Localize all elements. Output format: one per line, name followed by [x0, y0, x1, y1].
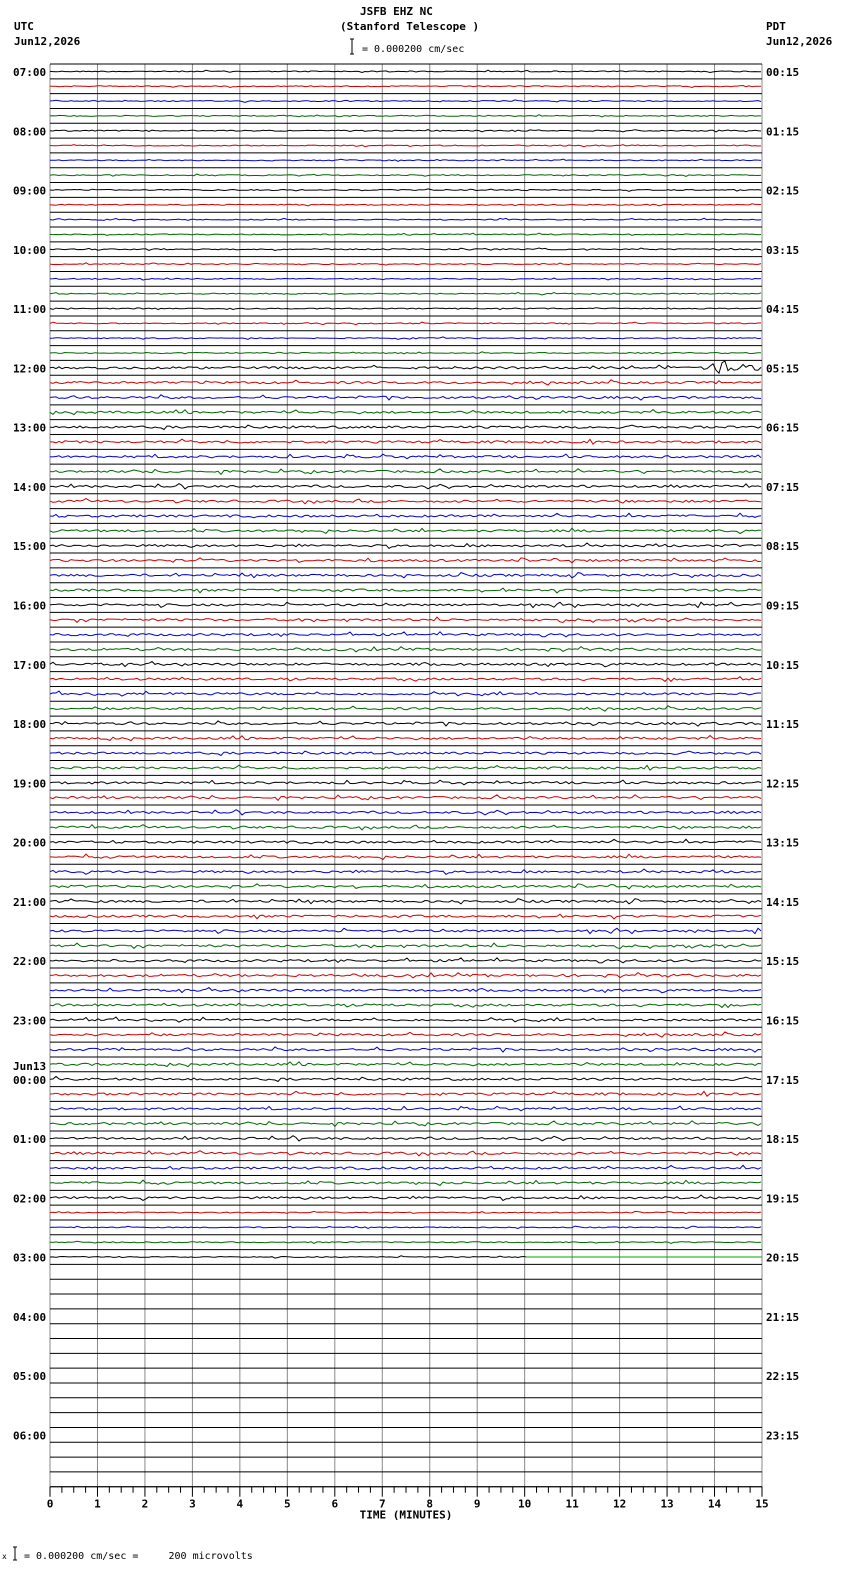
seismic-trace [50, 558, 761, 563]
x-tick-label: 13 [660, 1497, 674, 1511]
pdt-hour-label: 16:15 [766, 1014, 800, 1028]
utc-hour-label: 23:00 [13, 1014, 47, 1028]
seismic-trace [50, 130, 761, 132]
utc-hour-label: 10:00 [13, 243, 47, 257]
utc-hour-label: 18:00 [13, 718, 47, 732]
seismic-trace [50, 174, 761, 176]
seismic-trace [50, 854, 761, 859]
seismic-trace [50, 528, 761, 533]
seismic-trace [50, 1003, 761, 1007]
x-tick-label: 0 [46, 1497, 54, 1511]
x-tick-label: 10 [518, 1497, 532, 1511]
left-timezone: UTC [14, 20, 34, 33]
seismic-trace [50, 233, 761, 235]
x-tick-label: 4 [236, 1497, 244, 1511]
pdt-hour-label: 19:15 [766, 1192, 800, 1206]
seismic-trace [50, 632, 761, 637]
seismic-trace [50, 884, 761, 889]
pdt-hour-label: 13:15 [766, 836, 800, 850]
pdt-hour-label: 11:15 [766, 718, 800, 732]
seismic-trace [50, 308, 761, 310]
seismic-trace [50, 395, 761, 400]
utc-hour-label: 21:00 [13, 895, 47, 909]
seismic-trace [50, 1047, 761, 1052]
pdt-hour-label: 07:15 [766, 480, 800, 494]
seismic-trace [50, 1106, 761, 1111]
seismic-trace [50, 602, 761, 607]
station-title: JSFB EHZ NC [360, 5, 433, 18]
x-tick-label: 12 [612, 1497, 627, 1511]
seismic-trace [50, 839, 761, 844]
seismic-trace [50, 159, 761, 161]
right-timezone: PDT [766, 20, 786, 33]
left-date: Jun12,2026 [14, 35, 81, 48]
seismic-trace [50, 899, 761, 904]
utc-hour-label: 22:00 [13, 955, 47, 969]
seismic-trace [50, 86, 761, 88]
seismic-trace [50, 825, 761, 830]
seismic-trace [50, 380, 761, 385]
x-tick-label: 5 [284, 1497, 291, 1511]
seismic-trace [50, 1226, 761, 1228]
x-tick-label: 8 [426, 1497, 434, 1511]
pdt-hour-label: 09:15 [766, 599, 800, 613]
utc-hour-label: 13:00 [13, 421, 47, 435]
seismic-trace [50, 410, 761, 415]
pdt-hour-label: 03:15 [766, 243, 800, 257]
utc-hour-label: 14:00 [13, 480, 47, 494]
x-axis-label: TIME (MINUTES) [359, 1508, 453, 1522]
seismic-trace [50, 973, 761, 978]
x-tick-label: 14 [707, 1497, 722, 1511]
x-tick-label: 7 [378, 1497, 386, 1511]
seismic-trace [50, 115, 761, 117]
seismic-trace [50, 647, 761, 652]
seismic-trace [50, 736, 761, 741]
x-tick-label: 9 [473, 1497, 481, 1511]
calibration-marker: x [2, 1552, 7, 1561]
pdt-hour-label: 12:15 [766, 777, 800, 791]
seismic-trace [50, 439, 761, 444]
pdt-hour-label: 22:15 [766, 1370, 800, 1384]
seismic-trace [50, 1180, 761, 1185]
seismic-trace [50, 484, 761, 489]
pdt-hour-label: 20:15 [766, 1251, 800, 1265]
utc-hour-label: 05:00 [13, 1370, 47, 1384]
seismic-trace [50, 1121, 761, 1127]
utc-hour-label: 02:00 [13, 1192, 47, 1206]
pdt-hour-label: 14:15 [766, 895, 800, 909]
pdt-hour-label: 04:15 [766, 303, 800, 317]
seismic-trace [50, 1076, 761, 1081]
seismic-trace [50, 810, 761, 815]
seismic-trace [50, 1211, 761, 1213]
seismic-trace [50, 1151, 761, 1156]
seismic-trace [50, 573, 761, 578]
seismic-trace [50, 1032, 761, 1037]
seismic-trace [50, 928, 761, 933]
seismic-trace [50, 248, 761, 251]
utc-hour-label: 11:00 [13, 303, 47, 317]
pdt-hour-label: 06:15 [766, 421, 800, 435]
amplitude-scale-label: = 0.000200 cm/sec [362, 44, 465, 55]
pdt-hour-label: 08:15 [766, 540, 800, 554]
utc-hour-label: 03:00 [13, 1251, 47, 1265]
pdt-hour-label: 15:15 [766, 955, 800, 969]
seismic-trace [50, 958, 761, 963]
x-tick-label: 2 [141, 1497, 149, 1511]
seismic-trace [50, 677, 761, 682]
pdt-hour-label: 00:15 [766, 66, 800, 79]
seismic-trace [50, 617, 761, 622]
utc-hour-label: 06:00 [13, 1429, 47, 1443]
pdt-hour-label: 02:15 [766, 184, 800, 198]
x-tick-label: 1 [94, 1497, 101, 1511]
seismic-trace [50, 662, 761, 667]
seismic-trace [50, 691, 761, 696]
seismic-trace [50, 765, 761, 770]
seismic-trace [50, 469, 761, 475]
x-tick-label: 6 [331, 1497, 339, 1511]
pdt-hour-label: 23:15 [766, 1429, 800, 1443]
seismic-trace [50, 337, 761, 339]
seismic-trace [50, 513, 761, 518]
seismic-trace [50, 1241, 761, 1243]
seismic-trace [50, 795, 761, 801]
utc-hour-label: 08:00 [13, 125, 47, 139]
seismic-trace [50, 1017, 761, 1022]
seismic-trace [50, 361, 761, 373]
pdt-hour-label: 18:15 [766, 1133, 800, 1147]
seismic-trace [50, 425, 761, 429]
utc-hour-label: 16:00 [13, 599, 47, 613]
seismic-trace [50, 322, 761, 325]
seismic-trace [50, 454, 761, 459]
seismic-trace [50, 100, 761, 102]
pdt-hour-label: 01:15 [766, 125, 800, 139]
seismic-trace [50, 218, 761, 221]
seismic-trace [50, 706, 761, 711]
seismic-trace [50, 869, 761, 874]
seismic-trace [50, 588, 761, 593]
seismic-trace [50, 1165, 761, 1170]
utc-hour-label: 00:00 [13, 1073, 47, 1087]
date-change-label: Jun13 [13, 1059, 47, 1073]
seismic-trace [50, 943, 761, 949]
seismic-trace [50, 1062, 761, 1067]
seismic-trace [50, 751, 761, 755]
seismic-trace [50, 499, 761, 504]
utc-hour-label: 07:00 [13, 66, 47, 79]
pdt-hour-label: 17:15 [766, 1073, 800, 1087]
seismic-trace [50, 189, 761, 191]
pdt-hour-label: 10:15 [766, 658, 800, 672]
seismic-trace [50, 292, 761, 295]
seismic-trace [50, 988, 761, 993]
seismic-trace [50, 721, 761, 726]
seismic-trace [50, 543, 761, 548]
utc-hour-label: 01:00 [13, 1133, 47, 1147]
seismic-trace [50, 263, 761, 265]
utc-hour-label: 04:00 [13, 1310, 47, 1324]
station-location: (Stanford Telescope ) [340, 20, 480, 33]
calibration-note: = 0.000200 cm/sec = 200 microvolts [24, 1551, 253, 1562]
utc-hour-label: 15:00 [13, 540, 47, 554]
seismic-trace [50, 914, 761, 919]
x-tick-label: 15 [755, 1497, 769, 1511]
seismic-trace [50, 145, 761, 147]
seismic-trace [50, 1195, 761, 1201]
seismic-trace [50, 278, 761, 280]
utc-hour-label: 09:00 [13, 184, 47, 198]
utc-hour-label: 19:00 [13, 777, 47, 791]
seismic-trace [50, 352, 761, 354]
utc-hour-label: 12:00 [13, 362, 47, 376]
pdt-hour-label: 21:15 [766, 1310, 800, 1324]
x-tick-label: 11 [565, 1497, 579, 1511]
seismic-trace [50, 780, 761, 785]
seismic-trace [50, 204, 761, 206]
seismic-trace [50, 70, 761, 72]
right-date: Jun12,2026 [766, 35, 833, 48]
seismic-trace [50, 1136, 761, 1141]
x-tick-label: 3 [189, 1497, 196, 1511]
pdt-hour-label: 05:15 [766, 362, 800, 376]
utc-hour-label: 20:00 [13, 836, 47, 850]
utc-hour-label: 17:00 [13, 658, 47, 672]
seismic-trace [50, 1091, 761, 1096]
